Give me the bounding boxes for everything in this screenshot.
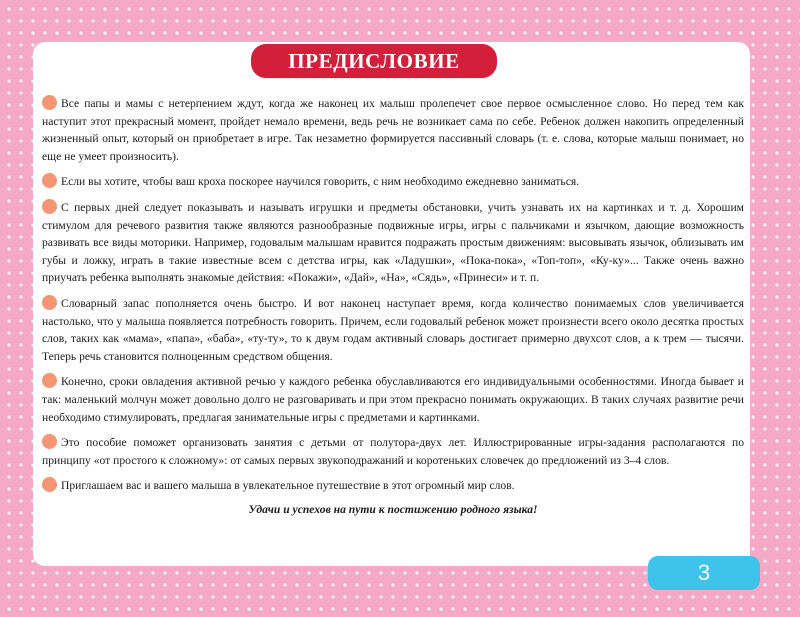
bullet-dot-icon bbox=[42, 295, 57, 310]
paragraph-text: Если вы хотите, чтобы ваш кроха поскорее научился говорить, с ним необходимо ежедневно заниматься. bbox=[61, 175, 580, 189]
paragraph bbox=[42, 373, 744, 426]
closing-wish: Удачи и успехов на пути к постижению родного языка! bbox=[248, 502, 538, 516]
bullet-dot-icon bbox=[42, 199, 57, 214]
bullet-dot-icon bbox=[42, 173, 57, 188]
paragraph-text: С первых дней следует показывать и называть игрушки и предметы обстановки, учить узнавать их на картинках и т. д. Хорошим стимулом для речевого развития также являются разнообразные подвижные игры, игры с пальчиками и язычком, дающие возможность развивать все виды моторики. Например, годовалым малышам нравится подражать простым движениям: высовывать язычок, облизывать им губы и ложку, играть в такие известные всем с детства игры, как «Ладушки», «Пока-пока», «Топ-топ», «Ку-ку»... Также очень важно приучать ребенка выполнять знакомые действия: «Покажи», «Дай», «На», «Сядь», «Принеси» и т. п. bbox=[42, 200, 744, 285]
preface-text bbox=[42, 95, 744, 516]
paragraph bbox=[42, 199, 744, 287]
paragraph bbox=[42, 173, 744, 191]
paragraph bbox=[42, 295, 744, 365]
bullet-dot-icon bbox=[42, 434, 57, 449]
bullet-dot-icon bbox=[42, 95, 57, 110]
paragraph bbox=[42, 477, 744, 495]
bullet-dot-icon bbox=[42, 373, 57, 388]
paragraph bbox=[42, 434, 744, 469]
page-number: 3 bbox=[697, 560, 711, 585]
bullet-dot-icon bbox=[42, 477, 57, 492]
page-title: ПРЕДИСЛОВИЕ bbox=[288, 48, 460, 73]
paragraph-text: Конечно, сроки овладения активной речью у каждого ребенка обуславливаются его индивидуальными особенностями. Иногда бывает и так: маленький молчун может довольно долго не разговаривать и при этом прекрасно понимать окружающих. В таких случаях развитие речи необходимо стимулировать, предлагая занимательные игры с предметами и картинками. bbox=[42, 375, 744, 424]
paragraph bbox=[42, 95, 744, 165]
paragraph-text: Приглашаем вас и вашего малыша в увлекательное путешествие в этот огромный мир слов. bbox=[61, 479, 515, 493]
paragraph-text: Словарный запас пополняется очень быстро. И вот наконец наступает время, когда количество понимаемых слов увеличивается настолько, что у малыша появляется потребность говорить. Причем, если годовалый ребенок может произнести всего около десятка простых слов, таких как «мама», «папа», «баба», «ту-ту», то к двум годам активный словарь достигает примерно двухсот слов, а к трем — тысячи. Теперь речь становится полноценным средством общения. bbox=[42, 296, 744, 363]
page-number-tab bbox=[648, 556, 760, 590]
paragraph-text: Все папы и мамы с нетерпением ждут, когда же наконец их малыш пролепечет свое первое осмысленное слово. Но перед тем как наступит этот прекрасный момент, пройдет немало времени, ведь речь не возникает сама по себе. Ребенок должен накопить определенный жизненный опыт, который он приобретает в игре. Так незаметно формируется пассивный словарь (т. е. слова, которые малыш понимает, но еще не умеет произносить). bbox=[42, 97, 744, 163]
title-banner bbox=[251, 44, 497, 78]
paragraph-text: Это пособие поможет организовать занятия с детьми от полутора-двух лет. Иллюстрированные игры-задания располагаются по принципу «от простого к сложному»: от самых первых звукоподражаний и коротеньких словечек до предложений из 3–4 слов. bbox=[42, 436, 744, 467]
